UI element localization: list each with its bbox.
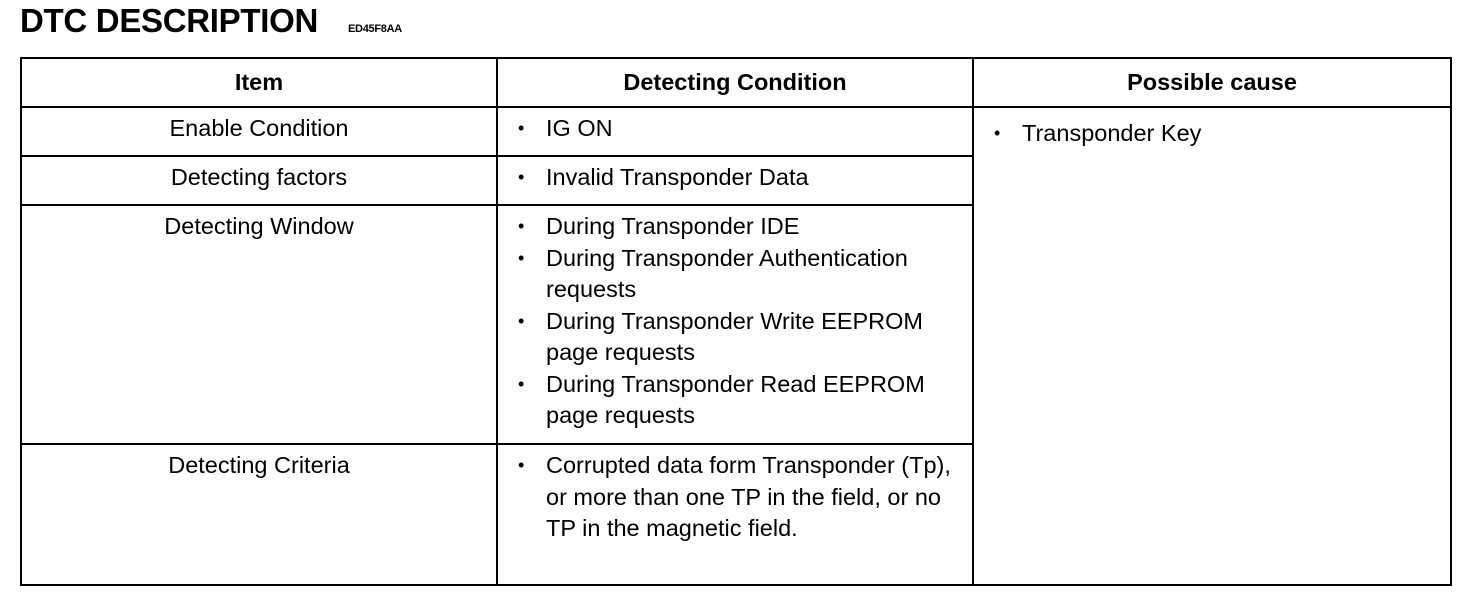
condition-cell (497, 156, 973, 205)
bullet-icon: • (518, 167, 525, 187)
dtc-table (20, 57, 1452, 586)
condition-cell (497, 444, 973, 585)
list-item (518, 450, 958, 545)
list-item (518, 369, 958, 432)
list-item (518, 162, 958, 194)
bullet-icon: • (518, 118, 525, 138)
condition-text: During Transponder Read EEPROM page requests (546, 370, 925, 428)
condition-cell (497, 205, 973, 444)
bullet-icon: • (994, 123, 1001, 143)
list-item (518, 243, 958, 306)
document-code: ED45F8AA (348, 23, 402, 35)
condition-text: Corrupted data form Transponder (Tp), or more than one TP in the field, or no TP in the magnetic field. (546, 452, 951, 541)
condition-text: During Transponder Authentication requests (546, 244, 908, 302)
list-item (518, 113, 958, 145)
possible-cause-cell (973, 107, 1451, 585)
condition-text: During Transponder IDE (546, 213, 800, 239)
item-cell: Detecting Criteria (21, 444, 497, 585)
cause-list (994, 118, 1436, 150)
condition-list (518, 211, 958, 432)
condition-cell (497, 107, 973, 156)
condition-list (518, 162, 958, 194)
condition-text: IG ON (546, 115, 613, 141)
condition-text: During Transponder Write EEPROM page requests (546, 307, 924, 365)
column-header-item: Item (21, 58, 497, 107)
item-cell: Detecting factors (21, 156, 497, 205)
bullet-icon: • (518, 373, 525, 394)
condition-list (518, 113, 958, 145)
item-cell: Enable Condition (21, 107, 497, 156)
list-item (518, 211, 958, 243)
condition-list (518, 450, 958, 545)
bullet-icon: • (518, 247, 525, 268)
condition-text: Invalid Transponder Data (546, 164, 809, 190)
table-header-row (21, 58, 1451, 107)
bullet-icon: • (518, 216, 525, 236)
bullet-icon: • (518, 310, 525, 331)
list-item (518, 306, 958, 369)
bullet-icon: • (518, 455, 525, 475)
page-header (20, 2, 402, 42)
item-cell: Detecting Window (21, 205, 497, 444)
column-header-possible-cause: Possible cause (973, 58, 1451, 107)
column-header-detecting-condition: Detecting Condition (497, 58, 973, 107)
list-item (994, 118, 1436, 150)
table-row (21, 107, 1451, 156)
page-title: DTC DESCRIPTION (20, 2, 319, 39)
cause-text: Transponder Key (1022, 120, 1202, 146)
